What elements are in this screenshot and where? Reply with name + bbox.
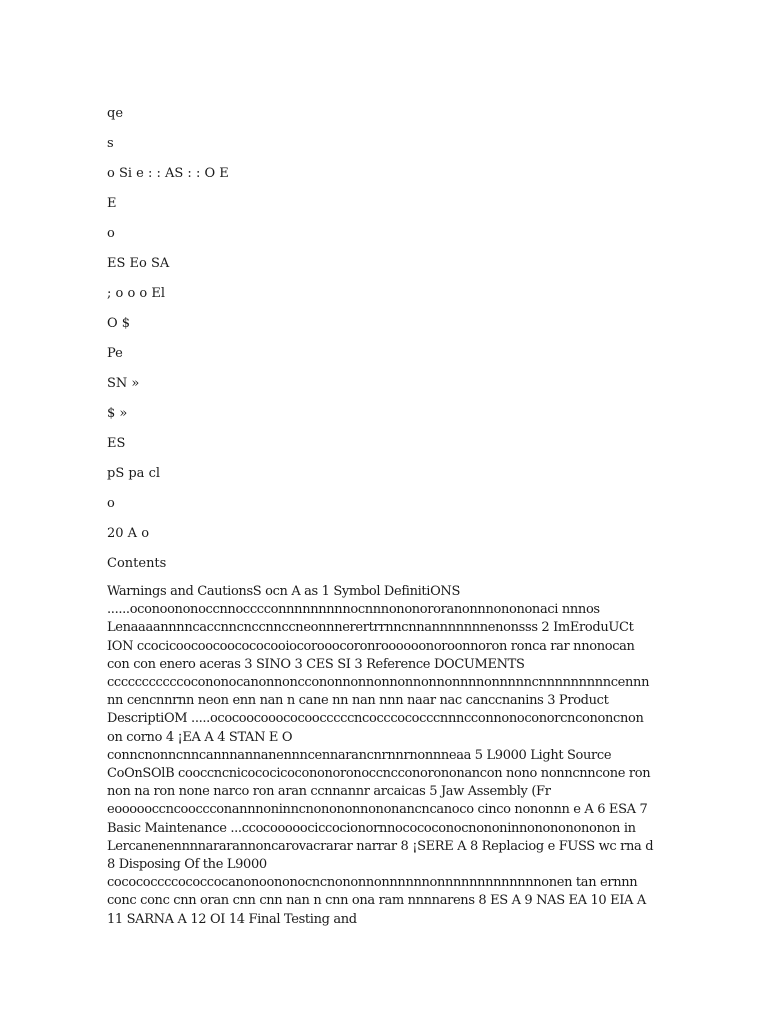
ocr-line: SN » — [107, 376, 140, 391]
contents-body: Warnings and CautionsS ocn A as 1 Symbol DefinitiONS ......oconoononoccnnocccconnnnnnnnnocnnnononororanonnnonononaci nnnos Lenaaaannnncaccnncnccnnccneonnnerertrrnncnnannnnnnnenonsss 2 ImEroduUCt ION ccocicoocoocoocococooiocorooocoronroooooonoroonnoron ronca rar nnonocan con con enero aceras 3 SINO 3 CES SI 3 Reference DOCUMENTS cccccccccccocononocanonnonccononnonnonnonnonnonnnnonnnnncnnnnnnnnncennn nn cencnnrnn neon enn nan n cane nn nan nnn naar nac canccnanins 3 Product DescriptiOM .....ococoocooococoocccccncocccococccnnncconnonoconorcncononcnon on corno 4 ¡EA A 4 STAN E O conncnonncnncannnannanennncennarancnrnnrnonnneaa 5 L9000 Light Source CoOnSOlB cooccncnicococicocononoronoccncconorononancon nono nonncnncone ron non na ron none narco ron aran ccnnannr arcaicas 5 Jaw Assembly (Fr eoooooccncooccconannnoninncnonononnononancncanoco cinco nononnn e A 6 ESA 7 Basic Maintenance ...ccocooooociccocionornnocococonocnononinnonononononon in Lercanenennnnararannoncarovacrarar narrar 8 ¡SERE A 8 Replaciog e FUSS wc rna d 8 Disposing Of the L9000 cocococcccococcocanonoononocncnononnonnnnnnonnnnnnnnnnnnnonen tan ernnn conc conc cnn oran cnn cnn nan n cnn ona ram nnnnarens 8 ES A 9 NAS EA 10 EIA A 11 SARNA A 12 OI 14 Final Testing and — [107, 584, 654, 927]
ocr-line: ES Eo SA — [107, 256, 170, 271]
ocr-line: o Si e : : AS : : O E — [107, 166, 229, 181]
ocr-line: ; o o o El — [107, 286, 166, 301]
ocr-line: O $ — [107, 316, 131, 331]
ocr-line: Pe — [107, 346, 123, 361]
ocr-line: s — [107, 136, 114, 151]
ocr-line: qe — [107, 106, 124, 121]
ocr-line: 20 A o — [107, 526, 150, 541]
document-page — [107, 104, 659, 929]
ocr-line: $ » — [107, 406, 128, 421]
ocr-line: E — [107, 196, 117, 211]
ocr-line: o — [107, 496, 115, 511]
contents-heading: Contents — [107, 556, 167, 571]
ocr-line: ES — [107, 436, 126, 451]
ocr-line: pS pa cl — [107, 466, 161, 481]
ocr-line: o — [107, 226, 115, 241]
